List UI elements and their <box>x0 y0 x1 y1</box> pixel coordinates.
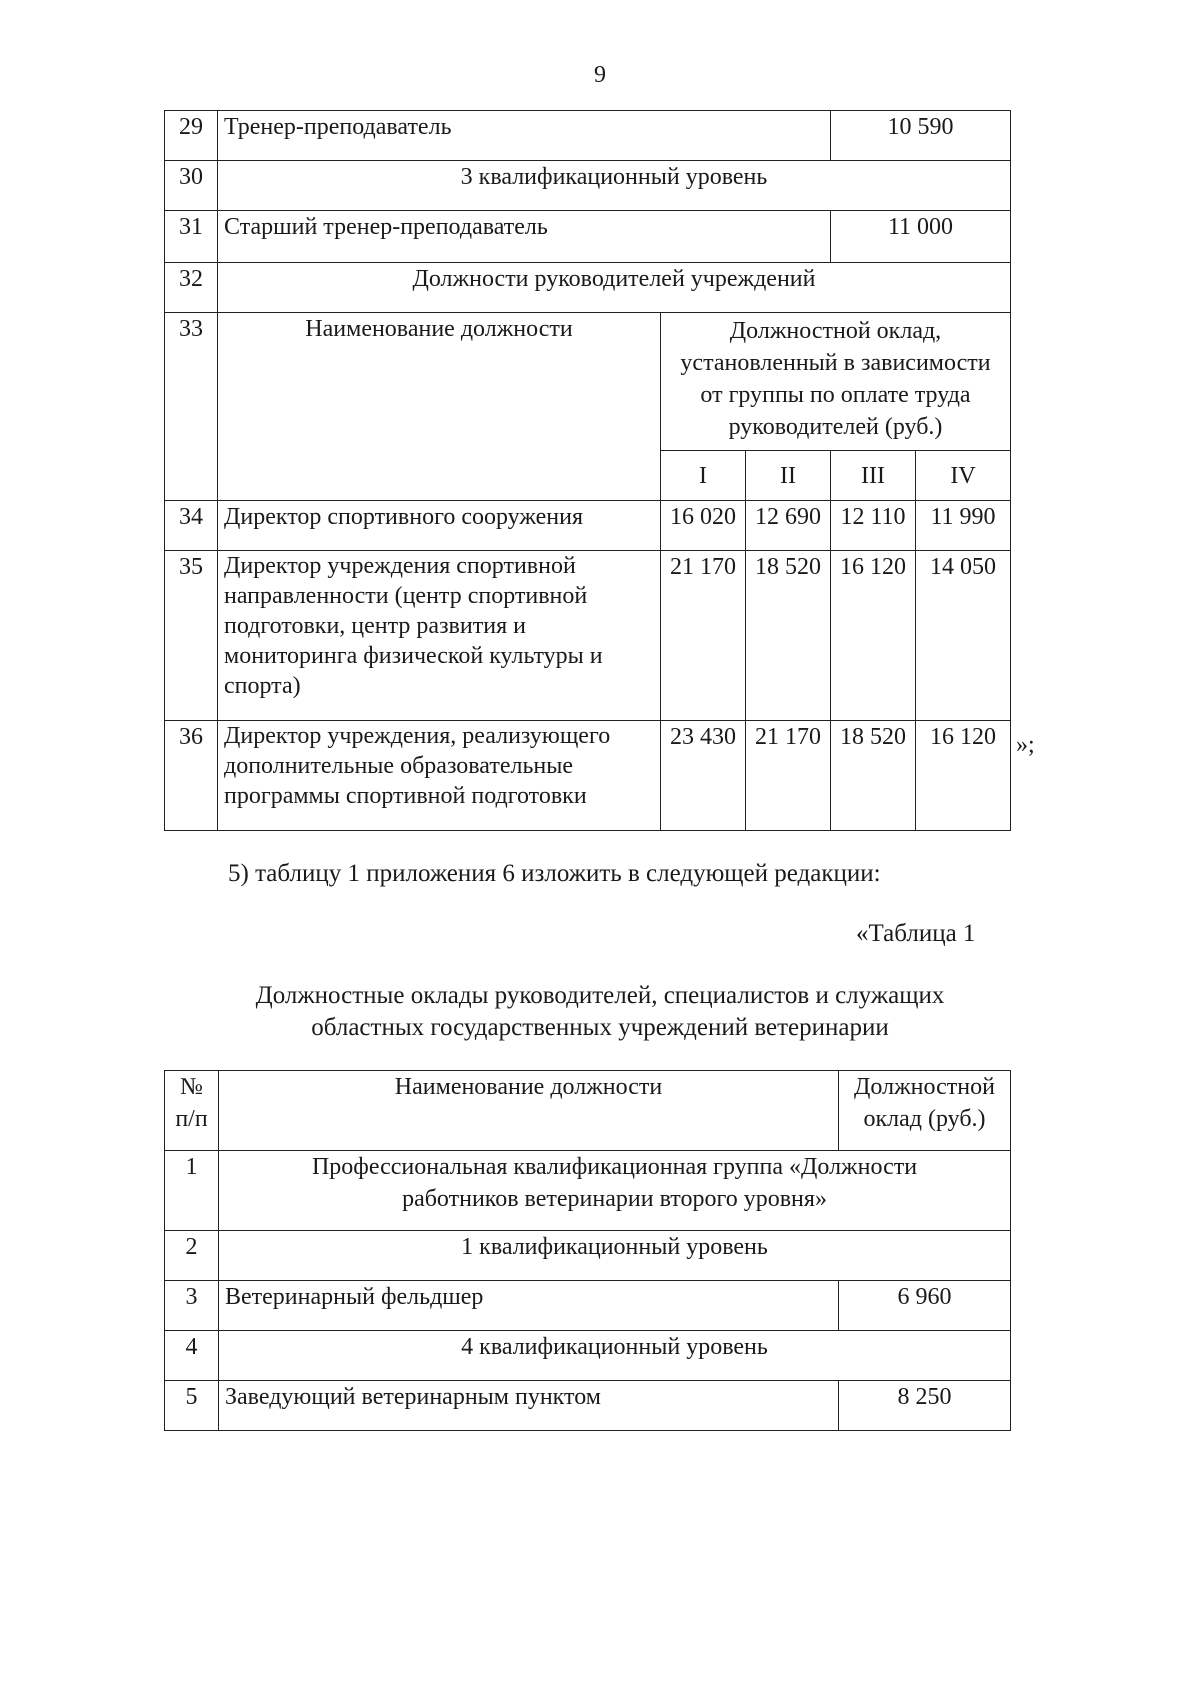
qualification-level: 4 квалификационный уровень <box>219 1331 1011 1381</box>
page-number: 9 <box>594 62 606 88</box>
salary-value: 10 590 <box>831 111 1011 161</box>
table-row <box>165 551 1011 721</box>
position-name: Директор спортивного сооружения <box>218 501 661 551</box>
table-row <box>165 1151 1011 1231</box>
salary-value: 6 960 <box>839 1281 1011 1331</box>
table-row <box>165 1281 1011 1331</box>
row-number: 33 <box>165 313 218 501</box>
group-header: II <box>746 451 831 501</box>
row-number: 32 <box>165 263 218 313</box>
row-number: 36 <box>165 721 218 831</box>
row-number: 30 <box>165 161 218 211</box>
row-number: 4 <box>165 1331 219 1381</box>
group-header: I <box>661 451 746 501</box>
table-title-line: областных государственных учреждений ветеринарии <box>311 1014 889 1041</box>
position-name: Старший тренер-преподаватель <box>218 211 831 263</box>
table-header-row <box>165 313 1011 451</box>
position-name: Тренер-преподаватель <box>218 111 831 161</box>
position-name: Заведующий ветеринарным пунктом <box>219 1381 839 1431</box>
group-header: IV <box>916 451 1011 501</box>
qualification-group: Профессиональная квалификационная группа «Должности работников ветеринарии второго уровня» <box>219 1151 1011 1231</box>
salary-value: 21 170 <box>746 721 831 831</box>
row-number: 29 <box>165 111 218 161</box>
position-name: Директор учреждения спортивной направленности (центр спортивной подготовки, центр развития и мониторинга физической культуры и спорта) <box>218 551 661 721</box>
salary-value: 8 250 <box>839 1381 1011 1431</box>
salary-value: 11 000 <box>831 211 1011 263</box>
salary-value: 18 520 <box>746 551 831 721</box>
salary-value: 23 430 <box>661 721 746 831</box>
table-row <box>165 721 1011 831</box>
header-salary: Должностной оклад, установленный в зависимости от группы по оплате труда руководителей (руб.) <box>661 313 1011 451</box>
salary-value: 12 690 <box>746 501 831 551</box>
row-number: 31 <box>165 211 218 263</box>
salary-value: 16 120 <box>831 551 916 721</box>
table-title-line: Должностные оклады руководителей, специалистов и служащих <box>255 982 945 1009</box>
table-row <box>165 111 1011 161</box>
row-number: 3 <box>165 1281 219 1331</box>
salary-value: 12 110 <box>831 501 916 551</box>
salary-value: 16 120 <box>916 721 1011 831</box>
table-row <box>165 263 1011 313</box>
salary-value: 14 050 <box>916 551 1011 721</box>
header-row-number: № п/п <box>165 1071 219 1151</box>
positions-table-sports <box>164 110 1011 831</box>
salary-value: 11 990 <box>916 501 1011 551</box>
qualification-level: 3 квалификационный уровень <box>218 161 1011 211</box>
salary-value: 18 520 <box>831 721 916 831</box>
table-title <box>0 980 1200 1044</box>
amendment-item: 5) таблицу 1 приложения 6 изложить в следующей редакции: <box>228 860 881 887</box>
header-salary: Должностной оклад (руб.) <box>839 1071 1011 1151</box>
position-name: Ветеринарный фельдшер <box>219 1281 839 1331</box>
row-number: 35 <box>165 551 218 721</box>
header-position-name: Наименование должности <box>218 313 661 501</box>
header-position-name: Наименование должности <box>219 1071 839 1151</box>
table-reference: «Таблица 1 <box>856 920 976 947</box>
closing-quote: »; <box>1016 732 1035 758</box>
positions-table-veterinary <box>164 1070 1011 1431</box>
table-row <box>165 501 1011 551</box>
section-heading: Должности руководителей учреждений <box>218 263 1011 313</box>
salary-value: 21 170 <box>661 551 746 721</box>
row-number: 1 <box>165 1151 219 1231</box>
table-row <box>165 161 1011 211</box>
group-header: III <box>831 451 916 501</box>
salary-value: 16 020 <box>661 501 746 551</box>
row-number: 2 <box>165 1231 219 1281</box>
position-name: Директор учреждения, реализующего дополнительные образовательные программы спортивной подготовки <box>218 721 661 831</box>
table-row <box>165 1231 1011 1281</box>
table-header-row <box>165 1071 1011 1151</box>
row-number: 5 <box>165 1381 219 1431</box>
table-row <box>165 1381 1011 1431</box>
table-row <box>165 1331 1011 1381</box>
qualification-level: 1 квалификационный уровень <box>219 1231 1011 1281</box>
row-number: 34 <box>165 501 218 551</box>
table-row <box>165 211 1011 263</box>
